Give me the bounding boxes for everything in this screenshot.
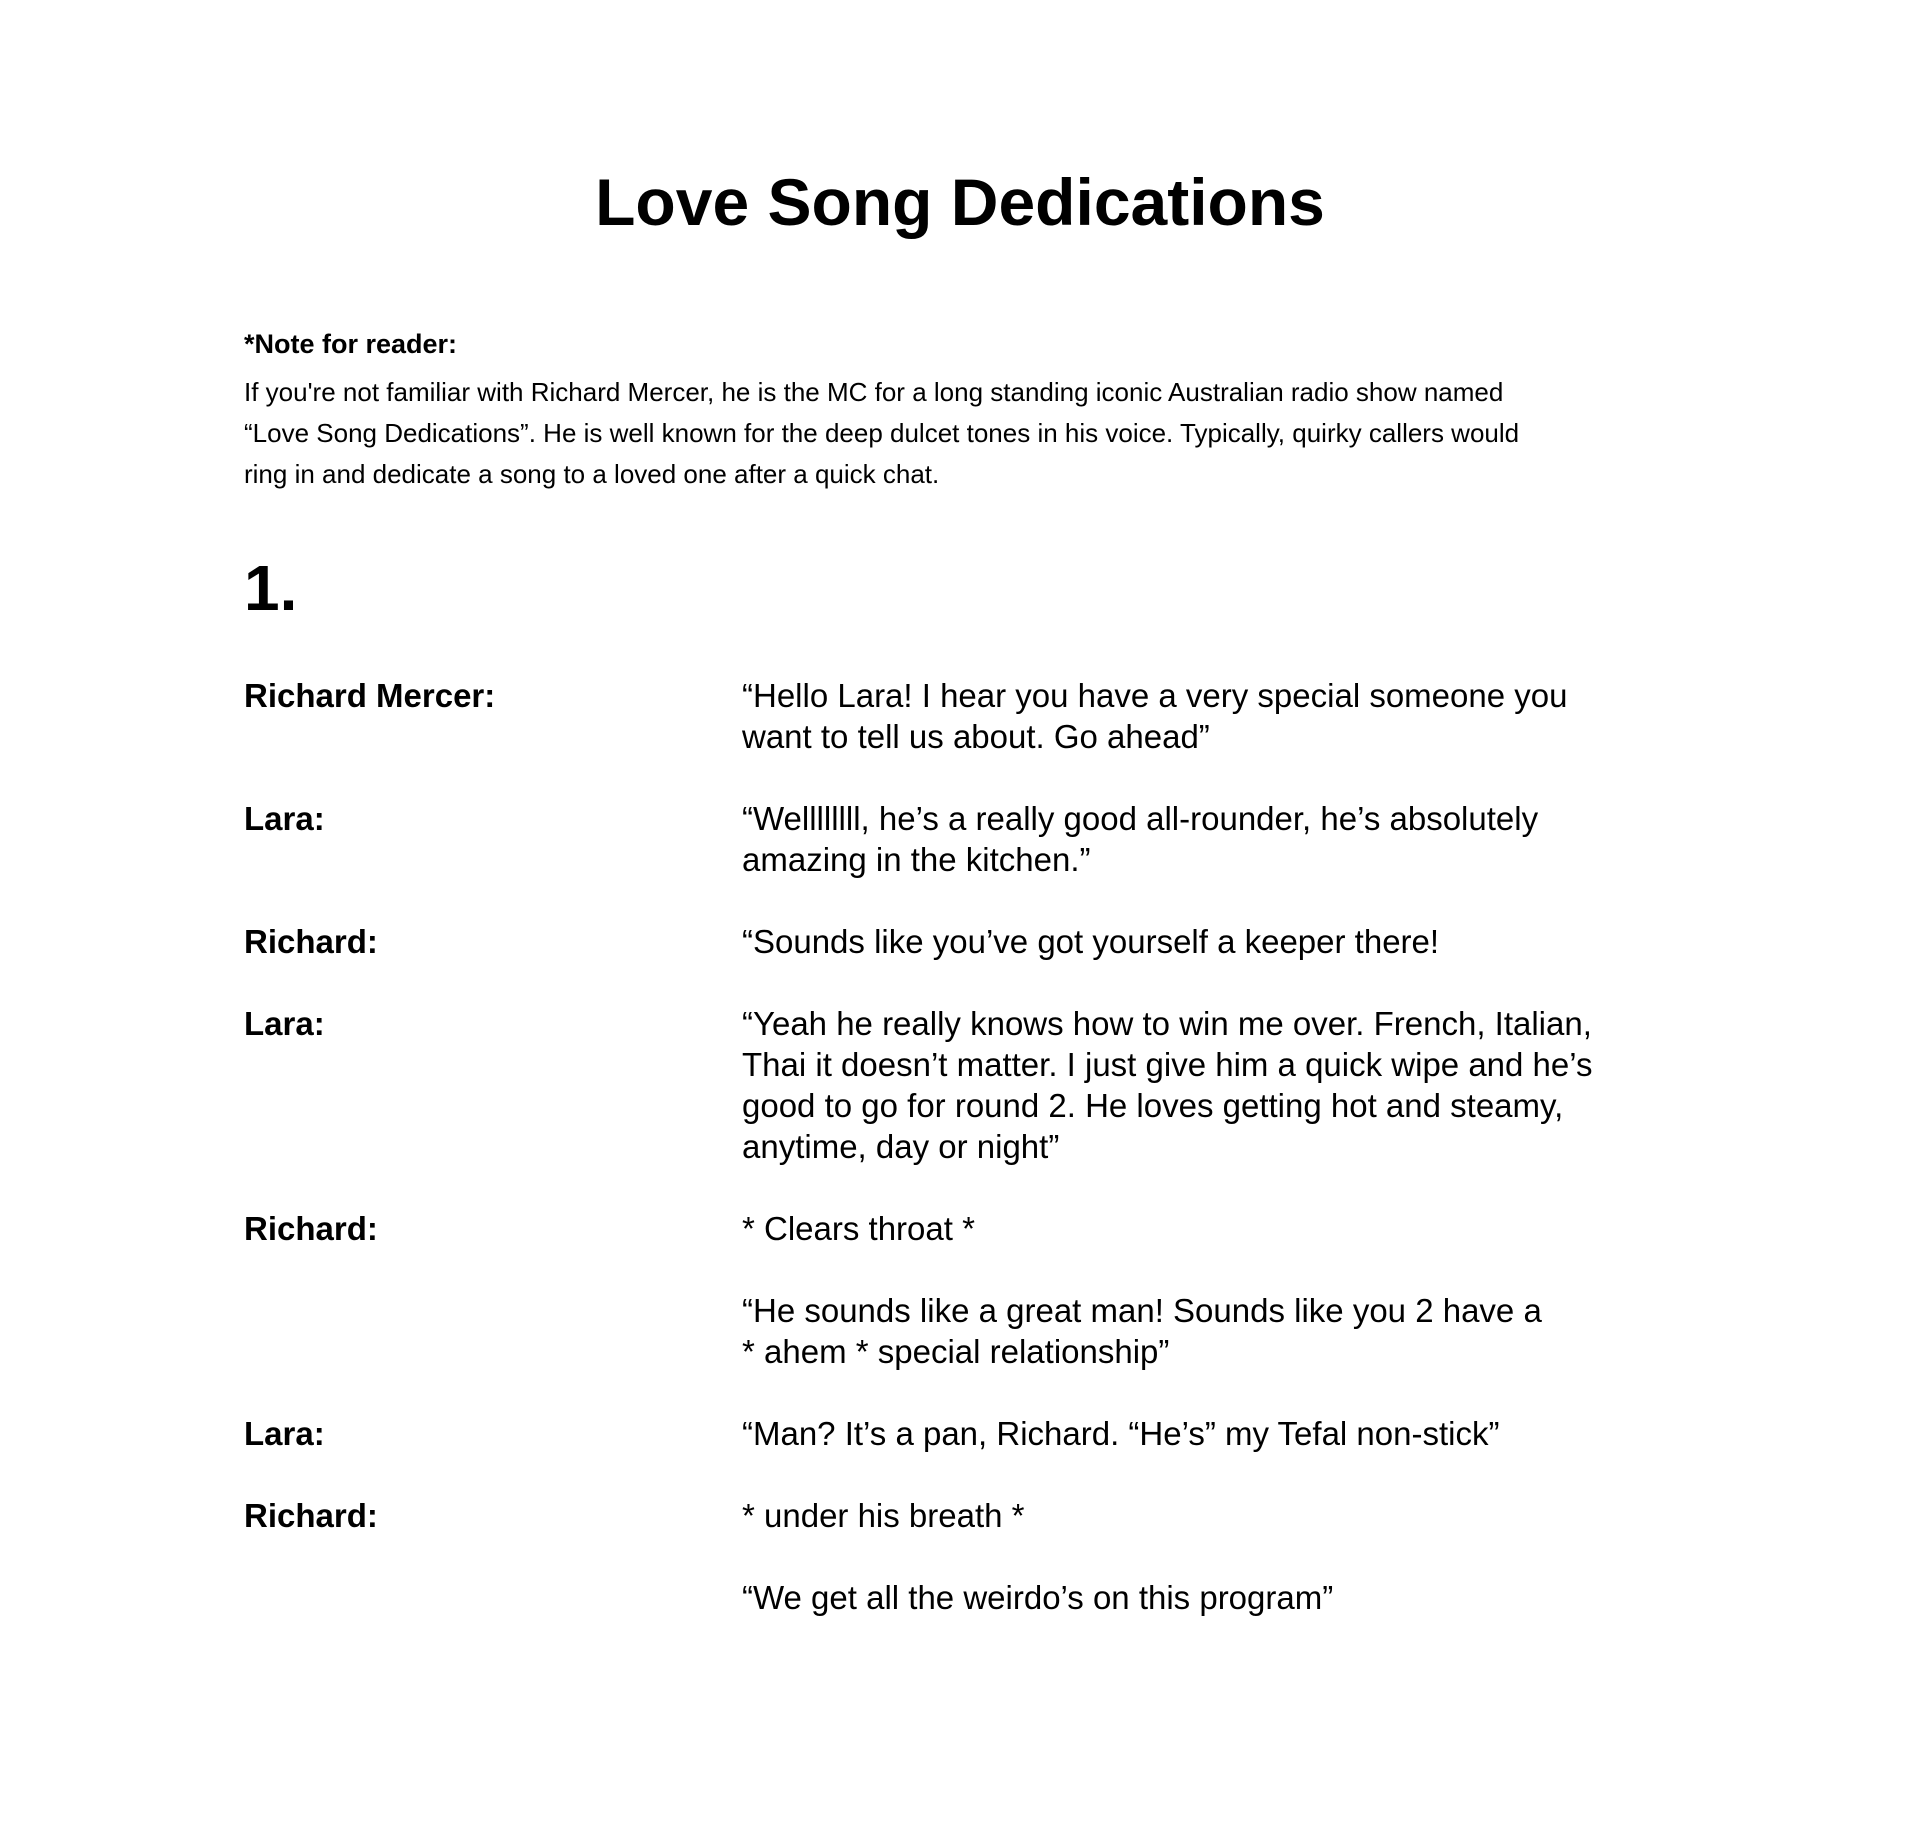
speaker-name: Richard: [244, 1497, 378, 1534]
page-title: Love Song Dedications [595, 165, 1325, 239]
speech-paragraph [742, 798, 1694, 880]
dialogue-turn [244, 1495, 1694, 1618]
section-number: 1. [244, 552, 298, 624]
speech-line: Thai it doesn’t matter. I just give him a quick wipe and he’s [742, 1046, 1593, 1083]
speech-line: * under his breath * [742, 1497, 1025, 1534]
speech-paragraph [742, 1495, 1694, 1536]
dialogue-turn [244, 798, 1694, 880]
speech-line: “Yeah he really knows how to win me over. French, Italian, [742, 1005, 1592, 1042]
dialogue [244, 675, 1694, 1659]
dialogue-turn [244, 675, 1694, 757]
speech-line: good to go for round 2. He loves getting hot and steamy, [742, 1087, 1564, 1124]
note-line: If you're not familiar with Richard Mercer, he is the MC for a long standing iconic Australian radio show named [244, 377, 1504, 407]
speaker-name: Lara: [244, 1005, 325, 1042]
dialogue-turn [244, 1413, 1694, 1454]
speech [742, 1003, 1694, 1167]
speech-paragraph [742, 921, 1694, 962]
speaker-name: Lara: [244, 800, 325, 837]
speech-line: anytime, day or night” [742, 1128, 1060, 1165]
speech-line: “He sounds like a great man! Sounds like you 2 have a [742, 1292, 1542, 1329]
speech-paragraph [742, 1290, 1694, 1372]
speech [742, 1413, 1694, 1454]
speech-paragraph [742, 675, 1694, 757]
speaker-name: Richard: [244, 923, 378, 960]
note-body [244, 372, 1664, 495]
speech-paragraph [742, 1577, 1694, 1618]
dialogue-turn [244, 921, 1694, 962]
speech [742, 921, 1694, 962]
speech [742, 798, 1694, 880]
speech-paragraph [742, 1003, 1694, 1167]
speech-line: “Man? It’s a pan, Richard. “He’s” my Tefal non-stick” [742, 1415, 1500, 1452]
speech [742, 1208, 1694, 1372]
speech-line: “We get all the weirdo’s on this program” [742, 1579, 1334, 1616]
dialogue-turn [244, 1208, 1694, 1372]
speech-paragraph [742, 1208, 1694, 1249]
dialogue-turn [244, 1003, 1694, 1167]
note-heading: *Note for reader: [244, 329, 458, 359]
note-line: ring in and dedicate a song to a loved one after a quick chat. [244, 459, 940, 489]
speaker-name: Lara: [244, 1415, 325, 1452]
speech [742, 675, 1694, 757]
speech-paragraph [742, 1413, 1694, 1454]
speech-line: want to tell us about. Go ahead” [742, 718, 1210, 755]
speech-line: “Sounds like you’ve got yourself a keeper there! [742, 923, 1440, 960]
speech [742, 1495, 1694, 1618]
speech-line: * ahem * special relationship” [742, 1333, 1170, 1370]
speaker-name: Richard: [244, 1210, 378, 1247]
speech-line: * Clears throat * [742, 1210, 975, 1247]
speech-line: amazing in the kitchen.” [742, 841, 1091, 878]
speech-line: “Hello Lara! I hear you have a very special someone you [742, 677, 1568, 714]
speech-line: “Wellllllll, he’s a really good all-rounder, he’s absolutely [742, 800, 1539, 837]
note-line: “Love Song Dedications”. He is well known for the deep dulcet tones in his voice. Typically, quirky callers would [244, 418, 1520, 448]
speaker-name: Richard Mercer: [244, 677, 496, 714]
